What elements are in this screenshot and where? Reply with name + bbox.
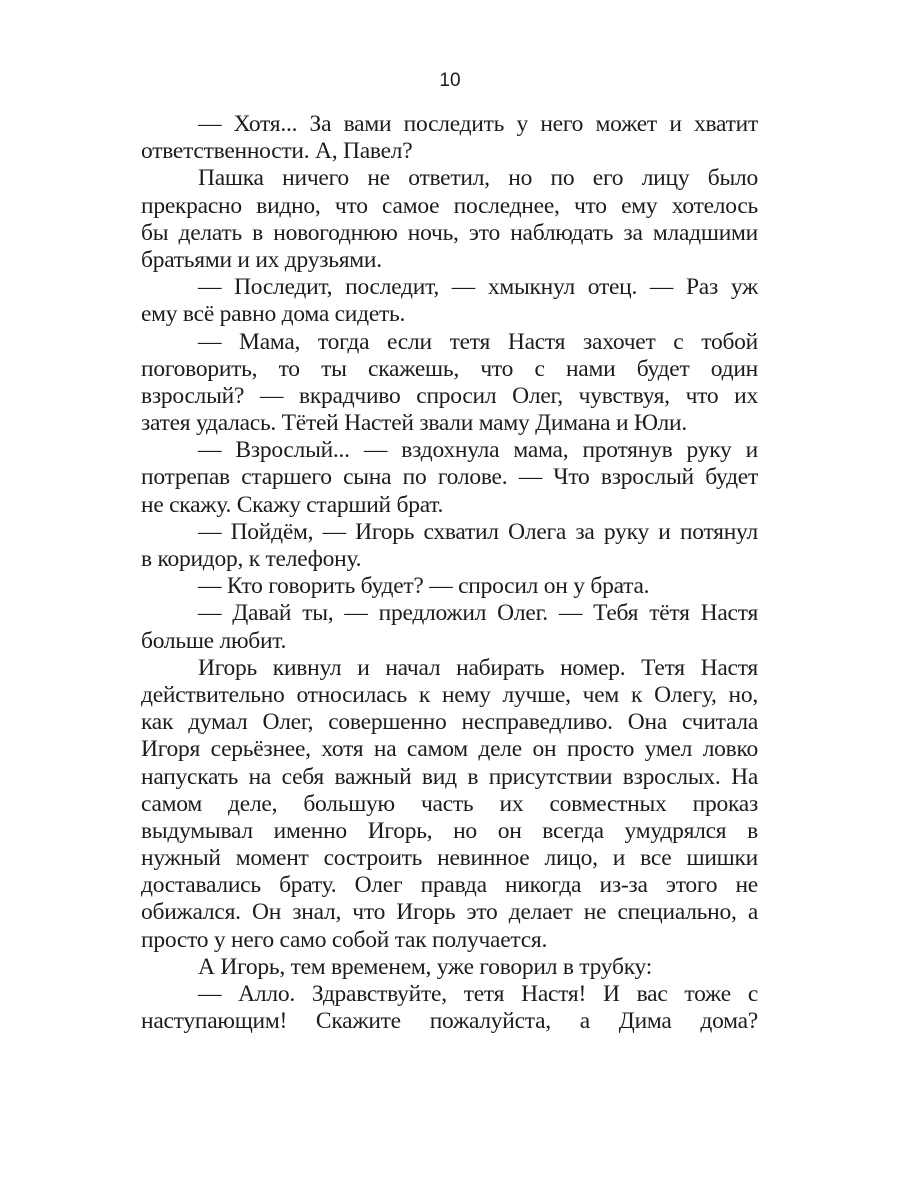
text-line: взрослый? — вкрадчиво спросил Олег, чувствуя, что их	[141, 382, 758, 409]
text-line: прекрасно видно, что самое последнее, что ему хотелось	[141, 192, 758, 219]
text-line: — Пойдём, — Игорь схватил Олега за руку и потянул	[198, 518, 758, 545]
text-line: обижался. Он знал, что Игорь это делает не специально, а	[141, 899, 758, 926]
text-line: в коридор, к телефону.	[141, 546, 362, 572]
text-line: — Мама, тогда если тетя Настя захочет с тобой	[198, 328, 758, 355]
text-line: — Хотя... За вами последить у него может и хватит	[198, 111, 758, 137]
text-line: бы делать в новогоднюю ночь, это наблюдать за младшими	[141, 219, 758, 246]
text-line: — Взрослый... — вздохнула мама, протянув руку и	[198, 437, 758, 464]
text-line: нужный момент состроить невинное лицо, и все шишки	[141, 845, 758, 872]
text-line: Пашка ничего не ответил, но по его лицу было	[198, 165, 758, 192]
body-text	[141, 111, 758, 1035]
text-line: выдумывал именно Игорь, но он всегда умудрялся в	[141, 817, 758, 844]
text-line: напускать на себя важный вид в присутствии взрослых. На	[141, 763, 758, 790]
text-line: наступающим! Скажите пожалуйста, а Дима дома?	[141, 1008, 758, 1035]
text-line: — Давай ты, — предложил Олег. — Тебя тётя Настя	[198, 600, 758, 627]
paragraph	[141, 111, 758, 165]
paragraph	[141, 437, 758, 519]
text-line: — Кто говорить будет? — спросил он у брата.	[198, 573, 650, 600]
text-line: поговорить, то ты скажешь, что с нами будет один	[141, 355, 758, 382]
text-line: — Алло. Здравствуйте, тетя Настя! И вас тоже с	[198, 981, 758, 1007]
text-line: затея удалась. Тётей Настей звали маму Димана и Юли.	[141, 410, 687, 437]
text-line: Игорь кивнул и начал набирать номер. Тетя Настя	[198, 654, 758, 681]
text-line: самом деле, большую часть их совместных проказ	[141, 790, 758, 817]
text-line: просто у него само собой так получается.	[141, 926, 548, 953]
paragraph	[141, 329, 758, 438]
text-line: доставались брату. Олег правда никогда из-за этого не	[141, 872, 758, 899]
paragraph	[141, 165, 758, 274]
text-line: как думал Олег, совершенно несправедливо. Она считала	[141, 709, 758, 736]
paragraph	[141, 954, 758, 981]
text-line: — Последит, последит, — хмыкнул отец. — Раз уж	[198, 274, 758, 301]
paragraph	[141, 274, 758, 328]
text-line: потрепав старшего сына по голове. — Что взрослый будет	[141, 464, 758, 491]
text-line: больше любит.	[141, 627, 287, 654]
text-line: ему всё равно дома сидеть.	[141, 301, 406, 328]
text-line: действительно относилась к нему лучше, чем к Олегу, но,	[141, 681, 758, 708]
text-line: А Игорь, тем временем, уже говорил в трубку:	[198, 953, 652, 980]
paragraph	[141, 573, 758, 600]
text-line: Игоря серьёзнее, хотя на самом деле он просто умел ловко	[141, 736, 758, 763]
paragraph	[141, 519, 758, 573]
paragraph	[141, 655, 758, 954]
paragraph	[141, 600, 758, 654]
paragraph	[141, 981, 758, 1035]
page-number: 10	[439, 70, 461, 91]
text-line: ответственности. А, Павел?	[141, 138, 413, 165]
text-line: не скажу. Скажу старший брат.	[141, 491, 444, 518]
text-line: братьями и их друзьями.	[141, 246, 382, 273]
